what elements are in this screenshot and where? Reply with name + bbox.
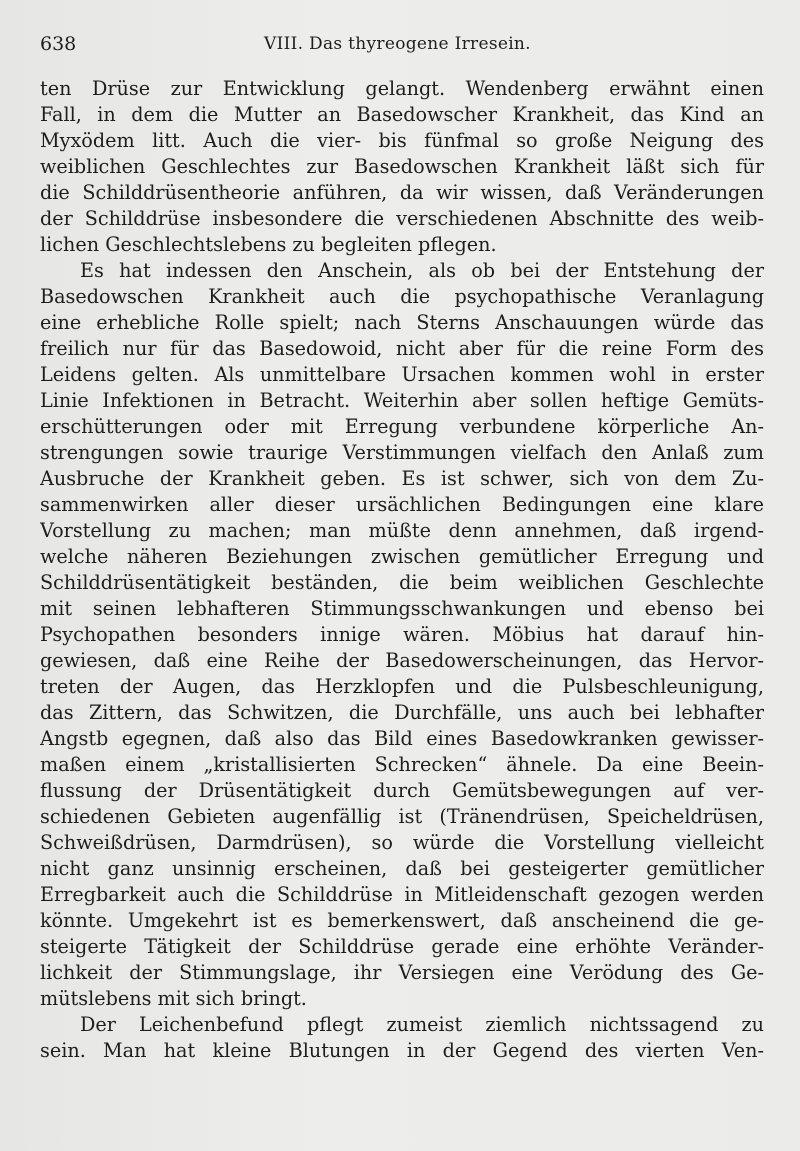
text-line: welche näheren Beziehungen zwischen gemütlicher Erregung und <box>40 545 764 568</box>
text-line: nicht ganz unsinnig erscheinen, daß bei gesteigerter gemütlicher <box>40 857 764 880</box>
text-line: mütslebens mit sich bringt. <box>40 987 307 1010</box>
text-line: lichkeit der Stimmungslage, ihr Versiegen eine Verödung des Ge- <box>40 961 764 984</box>
body-text <box>40 76 764 1064</box>
text-line: schiedenen Gebieten augenfällig ist (Tränendrüsen, Speicheldrüsen, <box>40 805 764 828</box>
text-line: Myxödem litt. Auch die vier- bis fünfmal so große Neigung des <box>40 129 764 152</box>
text-line: sein. Man hat kleine Blutungen in der Gegend des vierten Ven- <box>40 1039 764 1062</box>
text-line: Schilddrüsentätigkeit beständen, die beim weiblichen Geschlechte <box>40 571 764 594</box>
text-line: Fall, in dem die Mutter an Basedowscher Krankheit, das Kind an <box>40 103 764 126</box>
text-line: Es hat indessen den Anschein, als ob bei der Entstehung der <box>80 259 764 282</box>
text-line: lichen Geschlechtslebens zu begleiten pflegen. <box>40 233 497 256</box>
text-line: freilich nur für das Basedowoid, nicht aber für die reine Form des <box>40 337 764 360</box>
text-line: ten Drüse zur Entwicklung gelangt. Wendenberg erwähnt einen <box>40 77 764 100</box>
page-header <box>40 33 760 57</box>
text-line: Vorstellung zu machen; man müßte denn annehmen, daß irgend- <box>40 519 764 542</box>
text-line: die Schilddrüsentheorie anführen, da wir wissen, daß Veränderungen <box>40 181 764 204</box>
text-line: Leidens gelten. Als unmittelbare Ursachen kommen wohl in erster <box>40 363 764 386</box>
text-line: maßen einem „kristallisierten Schrecken“ ähnele. Da eine Beein- <box>40 753 764 776</box>
text-line: Der Leichenbefund pflegt zumeist ziemlich nichtssagend zu <box>80 1013 764 1036</box>
text-line: könnte. Umgekehrt ist es bemerkenswert, daß anscheinend die ge- <box>40 909 764 932</box>
text-line: Linie Infektionen in Betracht. Weiterhin aber sollen heftige Gemüts- <box>40 389 764 412</box>
page-number: 638 <box>40 33 77 55</box>
text-line: Basedowschen Krankheit auch die psychopathische Veranlagung <box>40 285 764 308</box>
text-line: steigerte Tätigkeit der Schilddrüse gerade eine erhöhte Veränder- <box>40 935 764 958</box>
running-head: VIII. Das thyreogene Irresein. <box>264 34 531 54</box>
text-line: Schweißdrüsen, Darmdrüsen), so würde die Vorstellung vielleicht <box>40 831 764 854</box>
text-line: mit seinen lebhafteren Stimmungsschwankungen und ebenso bei <box>40 597 764 620</box>
text-line: das Zittern, das Schwitzen, die Durchfälle, uns auch bei lebhafter <box>40 701 764 724</box>
text-line: erschütterungen oder mit Erregung verbundene körperliche An- <box>40 415 764 438</box>
text-line: gewiesen, daß eine Reihe der Basedowerscheinungen, das Hervor- <box>40 649 764 672</box>
text-line: Psychopathen besonders innige wären. Möbius hat darauf hin- <box>40 623 764 646</box>
text-line: flussung der Drüsentätigkeit durch Gemütsbewegungen auf ver- <box>40 779 764 802</box>
text-line: treten der Augen, das Herzklopfen und die Pulsbeschleunigung, <box>40 675 764 698</box>
text-line: Angstb egegnen, daß also das Bild eines Basedowkranken gewisser- <box>40 727 764 750</box>
text-line: Ausbruche der Krankheit geben. Es ist schwer, sich von dem Zu- <box>40 467 764 490</box>
text-line: eine erhebliche Rolle spielt; nach Sterns Anschauungen würde das <box>40 311 764 334</box>
text-line: strengungen sowie traurige Verstimmungen vielfach den Anlaß zum <box>40 441 764 464</box>
text-line: der Schilddrüse insbesondere die verschiedenen Abschnitte des weib- <box>40 207 764 230</box>
text-line: weiblichen Geschlechtes zur Basedowschen Krankheit läßt sich für <box>40 155 764 178</box>
text-line: Erregbarkeit auch die Schilddrüse in Mitleidenschaft gezogen werden <box>40 883 764 906</box>
text-line: sammenwirken aller dieser ursächlichen Bedingungen eine klare <box>40 493 764 516</box>
